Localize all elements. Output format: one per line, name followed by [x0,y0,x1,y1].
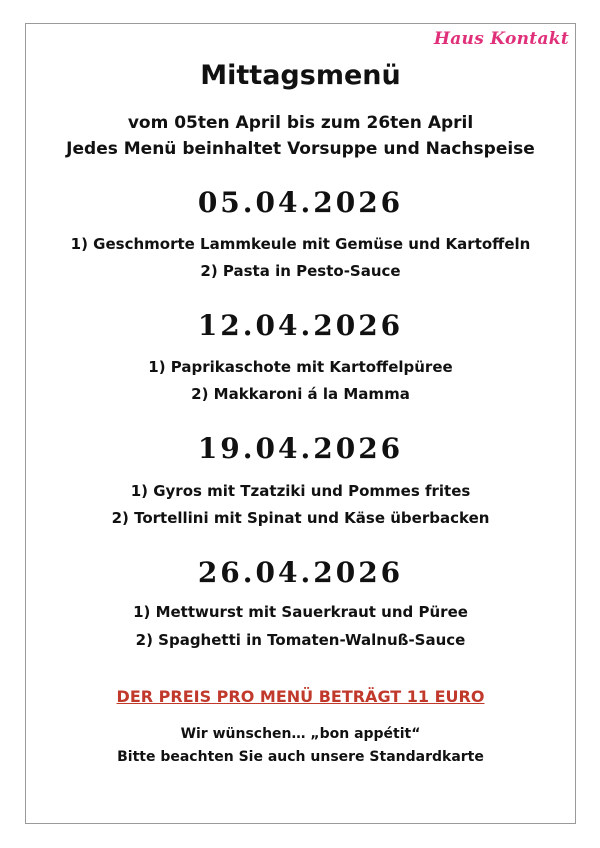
dish-item: 1) Gyros mit Tzatziki und Pommes frites [130,482,471,500]
brand-logo: Haus Kontakt [433,29,569,49]
price-notice: DER PREIS PRO MENÜ BETRÄGT 11 EURO [116,687,485,706]
week-date: 05.04.2026 [197,186,404,219]
week-date: 19.04.2026 [197,432,404,465]
menu-includes-note: Jedes Menü beinhaltet Vorsuppe und Nachspeise [66,139,535,159]
dish-item: 2) Makkaroni á la Mamma [191,385,410,403]
greeting-text: Wir wünschen… „bon appétit“ [180,726,421,742]
standard-menu-note: Bitte beachten Sie auch unsere Standardkarte [117,749,484,765]
dish-item: 1) Paprikaschote mit Kartoffelpüree [148,358,453,376]
menu-period: vom 05ten April bis zum 26ten April [127,113,474,133]
week-date: 12.04.2026 [197,309,404,342]
dish-item: 2) Pasta in Pesto-Sauce [200,262,401,280]
dish-item: 2) Spaghetti in Tomaten-Walnuß-Sauce [135,631,466,649]
dish-item: 1) Geschmorte Lammkeule mit Gemüse und Kartoffeln [70,235,531,253]
dish-item: 2) Tortellini mit Spinat und Käse überbacken [111,509,490,527]
page-title: Mittagsmenü [200,60,401,91]
dish-item: 1) Mettwurst mit Sauerkraut und Püree [133,603,468,621]
week-date: 26.04.2026 [197,556,404,589]
